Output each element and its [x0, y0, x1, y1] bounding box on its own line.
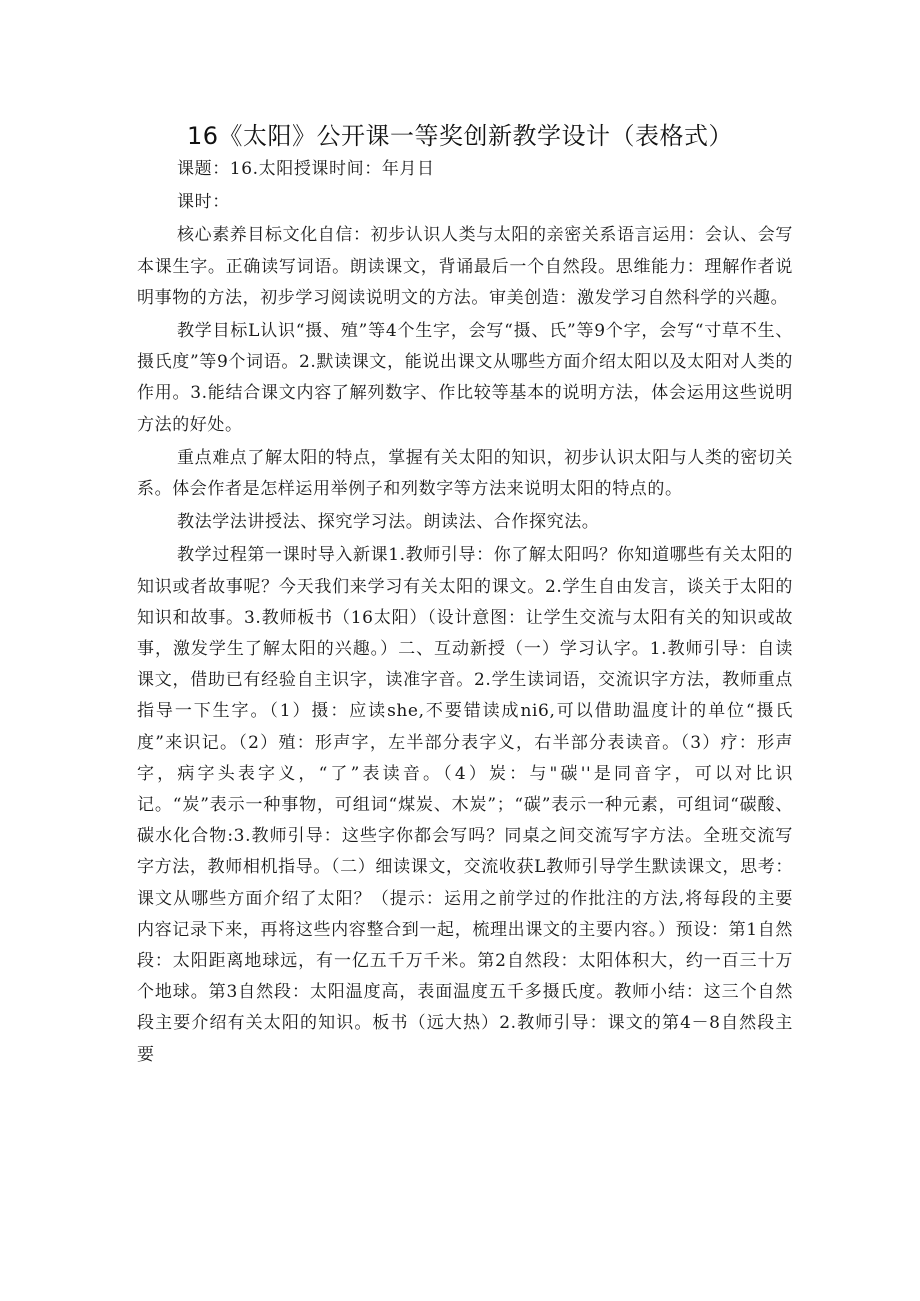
teaching-process-paragraph: 教学过程第一课时导入新课1.教师引导：你了解太阳吗？你知道哪些有关太阳的知识或者故事呢？今天我们来学习有关太阳的课文。2.学生自由发言，谈关于太阳的知识和故事。3.教师板书（16太阳）（设计意图：让学生交流与太阳有关的知识或故事，激发学生了解太阳的兴趣。）二、互动新授（一）学习认字。1.教师引导：自读课文，借助已有经验自主识字，读准字音。2.学生读词语，交流识字方法，教师重点指导一下生字。（1）摄：应读she,不要错读成ni6,可以借助温度计的单位“摄氏度”来识记。（2）殖：形声字，左半部分表字义，右半部分表读音。（3）疗：形声字，病字头表字义，“了”表读音。（4）炭：与"碳''是同音字，可以对比识记。“炭”表示一种事物，可组词“煤炭、木炭”；“碳”表示一种元素，可组词“碳酸、碳水化合物:3.教师引导：这些字你都会写吗？同桌之间交流写字方法。全班交流写字方法，教师相机指导。（二）细读课文，交流收获L教师引导学生默读课文，思考：课文从哪些方面介绍了太阳？（提示：运用之前学过的作批注的方法,将每段的主要内容记录下来，再将这些内容整合到一起，梳理出课文的主要内容。）预设：第1自然段：太阳距离地球远，有一亿五千万千米。第2自然段：太阳体积大，约一百三十万个地球。第3自然段：太阳温度高，表面温度五千多摄氏度。教师小结：这三个自然段主要介绍有关太阳的知识。板书（远大热）2.教师引导：课文的第4－8自然段主要 [137, 545, 793, 1065]
teaching-methods-paragraph: 教法学法讲授法、探究学习法。朗读法、合作探究法。 [177, 512, 600, 533]
document-body [137, 154, 793, 1073]
core-literacy-paragraph: 核心素养目标文化自信：初步认识人类与太阳的亲密关系语言运用：会认、会写本课生字。正确读写词语。朗读课文，背诵最后一个自然段。思维能力：理解作者说明事物的方法，初步学习阅读说明文的方法。审美创造：激发学习自然科学的兴趣。 [137, 225, 793, 308]
lesson-period-line: 课时： [177, 192, 230, 213]
key-difficulties-paragraph: 重点难点了解太阳的特点，掌握有关太阳的知识，初步认识太阳与人类的密切关系。体会作者是怎样运用举例子和列数字等方法来说明太阳的特点的。 [137, 447, 793, 500]
teaching-goals-paragraph: 教学目标L认识“摄、殖”等4个生字，会写“摄、氏”等9个字，会写“寸草不生、摄氏度”等9个词语。2.默读课文，能说出课文从哪些方面介绍太阳以及太阳对人类的作用。3.能结合课文内容了解列数字、作比较等基本的说明方法，体会运用这些说明方法的好处。 [137, 321, 793, 435]
lesson-topic-line: 课题：16.太阳授课时间：年月日 [177, 159, 435, 179]
document-title: 16《太阳》公开课一等奖创新教学设计（表格式） [186, 122, 734, 150]
